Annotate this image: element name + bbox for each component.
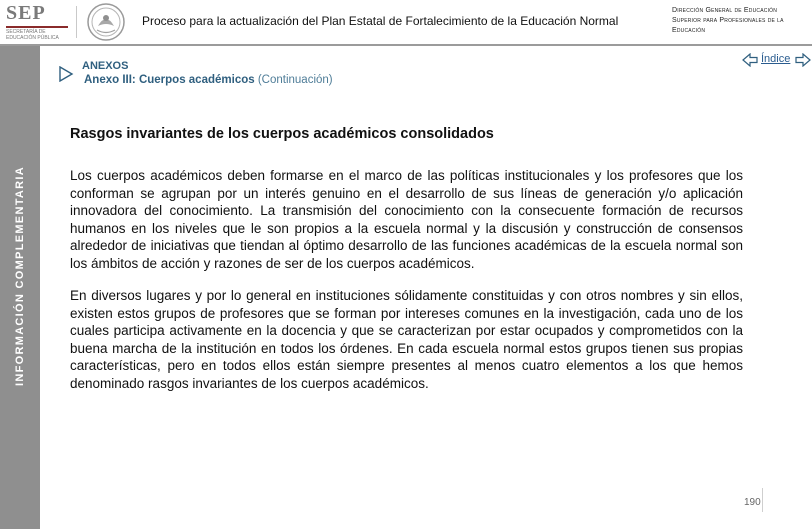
content-paragraph: En diversos lugares y por lo general en instituciones sólidamente constituidas y con otros nombres y sin ellos, existen estos grupos de profesores que se forman por intereses comunes en la investigación, cada uno de los cuales participa activamente en la docencia y que se caracterizan por estar ocupados y comprometidos con la buena marcha de la institución en todos los órdenes. En cada escuela normal estos grupos tienen sus propias características, pero en todos ellos están siempre presentes al menos cuatro elementos a los que hemos denominado rasgos invariantes de los cuerpos académicos. <box>70 288 743 391</box>
header-divider <box>76 6 77 38</box>
page-number-divider <box>762 488 763 512</box>
sep-logo-subtitle: SECRETARÍA DE EDUCACIÓN PÚBLICA <box>6 29 59 41</box>
header-rule <box>0 44 812 46</box>
sep-logo <box>4 2 70 42</box>
page-number: 190 <box>744 497 761 508</box>
arrow-right-icon[interactable] <box>795 53 811 67</box>
main-content <box>70 126 743 407</box>
section-subtitle: Anexo III: Cuerpos académicos <box>84 74 255 86</box>
section-heading <box>82 60 333 87</box>
page-header <box>0 0 812 44</box>
sep-logo-text: SEP <box>6 2 46 24</box>
arrow-left-icon[interactable] <box>742 53 758 67</box>
section-name: ANEXOS <box>82 60 129 72</box>
sep-logo-line <box>6 26 68 28</box>
section-subtitle-line <box>84 73 333 87</box>
index-link[interactable]: Índice <box>761 53 791 65</box>
content-heading: Rasgos invariantes de los cuerpos académicos consolidados <box>70 126 494 142</box>
play-icon <box>58 66 74 82</box>
content-paragraph: Los cuerpos académicos deben formarse en el marco de las políticas institucionales y los profesores que los conforman se agrupan por un interés genuino en el desarrollo de sus líneas de generación y/o aplicación innovadora del conocimiento. La transmisión del conocimiento con la consecuente formación de recursos humanos en los niveles que le son propios a la escuela normal y la discusión y construcción de consensos alrededor de iniciativas que tiendan al óptimo desarrollo de las funciones académicas de la escuela normal son los ámbitos de acción y razones de ser de los cuerpos académicos. <box>70 168 743 271</box>
sidebar-label: INFORMACIÓN COMPLEMENTARIA <box>14 166 26 386</box>
section-continuation: (Continuación) <box>257 74 333 86</box>
national-seal-icon <box>86 2 126 42</box>
document-title: Proceso para la actualización del Plan Estatal de Fortalecimiento de la Educación Normal <box>142 14 619 28</box>
direction-name: Dirección General de Educación Superior para Profesionales de la Educación <box>672 7 784 34</box>
